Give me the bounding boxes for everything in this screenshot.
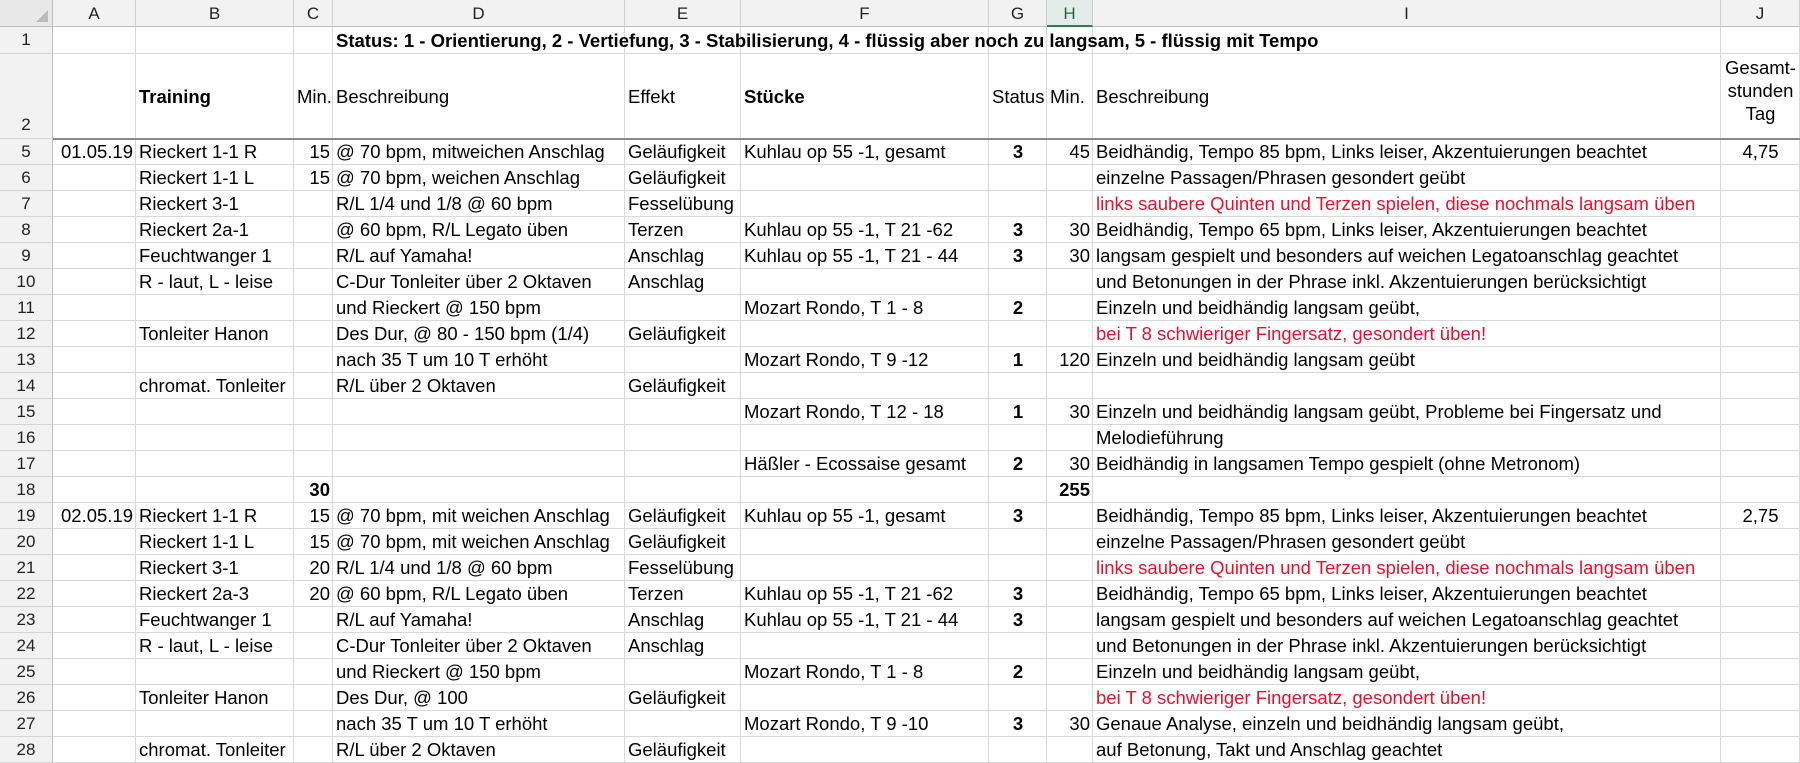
row-header-28[interactable]: 28 xyxy=(0,737,53,763)
cell-f[interactable]: Mozart Rondo, T 1 - 8 xyxy=(744,297,924,318)
cell-e[interactable]: Anschlag xyxy=(628,635,705,656)
cell-c[interactable]: 20 xyxy=(309,557,330,578)
cell-i[interactable]: Einzeln und beidhändig langsam geübt xyxy=(1096,349,1415,370)
column-header-i[interactable]: I xyxy=(1093,0,1721,27)
column-header-h[interactable]: H xyxy=(1047,0,1093,27)
cell-d[interactable]: @ 70 bpm, mit weichen Anschlag xyxy=(336,531,610,552)
cell-i[interactable]: Einzeln und beidhändig langsam geübt, xyxy=(1096,661,1420,682)
cell-i[interactable]: einzelne Passagen/Phrasen gesondert geübt xyxy=(1096,531,1466,552)
row-header-14[interactable]: 14 xyxy=(0,373,53,399)
cell-i[interactable]: Beidhändig, Tempo 65 bpm, Links leiser, Akzentuierungen beachtet xyxy=(1096,219,1647,240)
cell-i[interactable]: langsam gespielt und besonders auf weichen Legatoanschlag geachtet xyxy=(1096,609,1679,630)
cell-b[interactable]: Tonleiter Hanon xyxy=(139,323,269,344)
row-header-17[interactable]: 17 xyxy=(0,451,53,477)
cell-d[interactable]: R/L über 2 Oktaven xyxy=(336,739,496,760)
cell-d[interactable]: R/L auf Yamaha! xyxy=(336,245,473,266)
column-header-j[interactable]: J xyxy=(1721,0,1800,27)
cell-i[interactable]: Beidhändig in langsamen Tempo gespielt (ohne Metronom) xyxy=(1096,453,1581,474)
cell-h[interactable]: 30 xyxy=(1069,401,1090,422)
cell-g[interactable]: 3 xyxy=(1012,713,1024,734)
cell-f[interactable]: Mozart Rondo, T 9 -12 xyxy=(744,349,929,370)
row-header-16[interactable]: 16 xyxy=(0,425,53,451)
header-training[interactable]: Training xyxy=(139,86,211,107)
row-header-12[interactable]: 12 xyxy=(0,321,53,347)
cell-i[interactable]: Beidhändig, Tempo 65 bpm, Links leiser, Akzentuierungen beachtet xyxy=(1096,583,1647,604)
cell-d[interactable]: R/L auf Yamaha! xyxy=(336,609,473,630)
cell-g[interactable]: 3 xyxy=(1012,609,1024,630)
cell-f[interactable]: Kuhlau op 55 -1, T 21 - 44 xyxy=(744,609,959,630)
row-header-19[interactable]: 19 xyxy=(0,503,53,529)
cell-i[interactable]: bei T 8 schwieriger Fingersatz, gesondert üben! xyxy=(1096,323,1487,344)
cell-e[interactable]: Terzen xyxy=(628,583,684,604)
select-all-corner[interactable] xyxy=(0,0,53,27)
cell-d[interactable]: und Rieckert @ 150 bpm xyxy=(336,297,541,318)
cell-i[interactable]: Melodieführung xyxy=(1096,427,1224,448)
cell-f[interactable]: Kuhlau op 55 -1, T 21 - 44 xyxy=(744,245,959,266)
cell-g[interactable]: 3 xyxy=(1012,245,1024,266)
cell-d[interactable]: Des Dur, @ 100 xyxy=(336,687,468,708)
header-beschreibung-i[interactable]: Beschreibung xyxy=(1096,86,1210,107)
row-header-15[interactable]: 15 xyxy=(0,399,53,425)
cell-e[interactable]: Geläufigkeit xyxy=(628,739,726,760)
cell-e[interactable]: Anschlag xyxy=(628,271,705,292)
cell-i[interactable]: Beidhändig, Tempo 85 bpm, Links leiser, Akzentuierungen beachtet xyxy=(1096,505,1647,526)
cell-i[interactable]: langsam gespielt und besonders auf weichen Legatoanschlag geachtet xyxy=(1096,245,1679,266)
cell-b[interactable]: Feuchtwanger 1 xyxy=(139,609,272,630)
cell-g[interactable]: 2 xyxy=(1012,453,1024,474)
cell-e[interactable]: Geläufigkeit xyxy=(628,323,726,344)
cell-f[interactable]: Häßler - Ecossaise gesamt xyxy=(744,453,967,474)
cell-i[interactable]: bei T 8 schwieriger Fingersatz, gesondert üben! xyxy=(1096,687,1487,708)
cell-d[interactable]: C-Dur Tonleiter über 2 Oktaven xyxy=(336,635,592,656)
cell-b[interactable]: chromat. Tonleiter xyxy=(139,739,286,760)
cell-i[interactable]: auf Betonung, Takt und Anschlag geachtet xyxy=(1096,739,1443,760)
cell-f[interactable]: Mozart Rondo, T 9 -10 xyxy=(744,713,929,734)
row-header-22[interactable]: 22 xyxy=(0,581,53,607)
row-header-9[interactable]: 9 xyxy=(0,243,53,269)
cell-f[interactable]: Kuhlau op 55 -1, T 21 -62 xyxy=(744,583,954,604)
column-header-e[interactable]: E xyxy=(625,0,741,27)
row-header-1[interactable]: 1 xyxy=(0,27,53,54)
cell-b[interactable]: Rieckert 2a-3 xyxy=(139,583,250,604)
column-header-f[interactable]: F xyxy=(741,0,989,27)
cell-b[interactable]: Rieckert 1-1 L xyxy=(139,531,255,552)
cell-e[interactable]: Terzen xyxy=(628,219,684,240)
status-legend-title[interactable]: Status: 1 - Orientierung, 2 - Vertiefung, 3 - Stabilisierung, 4 - flüssig aber noch zu langsam, 5 - flüssig mit Tempo xyxy=(336,30,1319,51)
header-effekt[interactable]: Effekt xyxy=(628,86,675,107)
row-header-18[interactable]: 18 xyxy=(0,477,53,503)
row-header-21[interactable]: 21 xyxy=(0,555,53,581)
row-header-10[interactable]: 10 xyxy=(0,269,53,295)
cell-j[interactable]: 4,75 xyxy=(1742,141,1779,162)
cell-f[interactable]: Mozart Rondo, T 1 - 8 xyxy=(744,661,924,682)
row-header-20[interactable]: 20 xyxy=(0,529,53,555)
cell-g[interactable]: 3 xyxy=(1012,505,1024,526)
cell-d[interactable]: @ 60 bpm, R/L Legato üben xyxy=(336,583,569,604)
cell-e[interactable]: Fesselübung xyxy=(628,557,734,578)
row-header-27[interactable]: 27 xyxy=(0,711,53,737)
cell-f[interactable]: Kuhlau op 55 -1, T 21 -62 xyxy=(744,219,954,240)
cell-i[interactable]: Beidhändig, Tempo 85 bpm, Links leiser, Akzentuierungen beachtet xyxy=(1096,141,1647,162)
cell-e[interactable]: Anschlag xyxy=(628,245,705,266)
cell-g[interactable]: 1 xyxy=(1012,349,1024,370)
cell-b[interactable]: Tonleiter Hanon xyxy=(139,687,269,708)
cell-b[interactable]: Rieckert 1-1 R xyxy=(139,141,258,162)
cell-i[interactable]: und Betonungen in der Phrase inkl. Akzentuierungen berücksichtigt xyxy=(1096,635,1647,656)
select-all-icon xyxy=(36,10,48,22)
cell-b[interactable]: Rieckert 2a-1 xyxy=(139,219,250,240)
cell-b[interactable]: Rieckert 3-1 xyxy=(139,557,239,578)
cell-e[interactable]: Fesselübung xyxy=(628,193,734,214)
cell-h[interactable]: 30 xyxy=(1069,245,1090,266)
column-header-c[interactable]: C xyxy=(294,0,333,27)
cell-d[interactable]: nach 35 T um 10 T erhöht xyxy=(336,349,548,370)
header-min-c[interactable]: Min. xyxy=(297,86,332,107)
cell-c[interactable]: 20 xyxy=(309,583,330,604)
cell-b[interactable]: R - laut, L - leise xyxy=(139,635,273,656)
cell-b[interactable]: R - laut, L - leise xyxy=(139,271,273,292)
cell-g[interactable]: 1 xyxy=(1012,401,1024,422)
row-header-13[interactable]: 13 xyxy=(0,347,53,373)
cell-c[interactable]: 15 xyxy=(309,505,330,526)
cell-d[interactable]: R/L 1/4 und 1/8 @ 60 bpm xyxy=(336,193,553,214)
cell-e[interactable]: Geläufigkeit xyxy=(628,141,726,162)
cell-i[interactable]: und Betonungen in der Phrase inkl. Akzentuierungen berücksichtigt xyxy=(1096,271,1647,292)
cell-d[interactable]: @ 70 bpm, weichen Anschlag xyxy=(336,167,581,188)
cell-h[interactable]: 30 xyxy=(1069,219,1090,240)
cell-h[interactable]: 255 xyxy=(1059,479,1090,500)
cell-d[interactable]: @ 70 bpm, mit weichen Anschlag xyxy=(336,505,610,526)
header-status[interactable]: Status xyxy=(992,86,1045,107)
header-beschreibung-d[interactable]: Beschreibung xyxy=(336,86,450,107)
row-header-23[interactable]: 23 xyxy=(0,607,53,633)
cell-e[interactable]: Anschlag xyxy=(628,609,705,630)
cell-b[interactable]: chromat. Tonleiter xyxy=(139,375,286,396)
row-header-2[interactable]: 2 xyxy=(0,54,53,139)
cell-e[interactable]: Geläufigkeit xyxy=(628,531,726,552)
cell-d[interactable]: @ 70 bpm, mitweichen Anschlag xyxy=(336,141,605,162)
cell-f[interactable]: Kuhlau op 55 -1, gesamt xyxy=(744,141,946,162)
cell-g[interactable]: 3 xyxy=(1012,219,1024,240)
cell-g[interactable]: 3 xyxy=(1012,141,1024,162)
cell-b[interactable]: Feuchtwanger 1 xyxy=(139,245,272,266)
row-header-25[interactable]: 25 xyxy=(0,659,53,685)
cell-i[interactable]: Genaue Analyse, einzeln und beidhändig langsam geübt, xyxy=(1096,713,1564,734)
cell-h[interactable]: 30 xyxy=(1069,453,1090,474)
row-header-5[interactable]: 5 xyxy=(0,139,53,165)
cell-f[interactable]: Kuhlau op 55 -1, gesamt xyxy=(744,505,946,526)
cell-d[interactable]: C-Dur Tonleiter über 2 Oktaven xyxy=(336,271,592,292)
cell-e[interactable]: Geläufigkeit xyxy=(628,375,726,396)
column-header-b[interactable]: B xyxy=(136,0,294,27)
row-header-24[interactable]: 24 xyxy=(0,633,53,659)
cell-i[interactable]: Einzeln und beidhändig langsam geübt, xyxy=(1096,297,1420,318)
cell-i[interactable]: links saubere Quinten und Terzen spielen, diese nochmals langsam üben xyxy=(1096,557,1696,578)
header-gesamtstunden-tag[interactable]: Gesamt-stunden Tag xyxy=(1725,57,1796,124)
cell-d[interactable]: R/L 1/4 und 1/8 @ 60 bpm xyxy=(336,557,553,578)
cell-h[interactable]: 30 xyxy=(1069,713,1090,734)
cell-d[interactable]: @ 60 bpm, R/L Legato üben xyxy=(336,219,569,240)
cell-d[interactable]: Des Dur, @ 80 - 150 bpm (1/4) xyxy=(336,323,590,344)
cell-g[interactable]: 2 xyxy=(1012,661,1024,682)
cell-c[interactable]: 15 xyxy=(309,531,330,552)
column-header-a[interactable]: A xyxy=(53,0,136,27)
cell-b[interactable]: Rieckert 3-1 xyxy=(139,193,239,214)
cell-i[interactable]: einzelne Passagen/Phrasen gesondert geübt xyxy=(1096,167,1466,188)
cell-e[interactable]: Geläufigkeit xyxy=(628,505,726,526)
cell-a[interactable]: 01.05.19 xyxy=(60,141,133,162)
cell-d[interactable]: und Rieckert @ 150 bpm xyxy=(336,661,541,682)
cell-b[interactable]: Rieckert 1-1 L xyxy=(139,167,255,188)
cell-e[interactable]: Geläufigkeit xyxy=(628,687,726,708)
cell-b[interactable]: Rieckert 1-1 R xyxy=(139,505,258,526)
row-header-6[interactable]: 6 xyxy=(0,165,53,191)
column-header-d[interactable]: D xyxy=(333,0,625,27)
header-stuecke[interactable]: Stücke xyxy=(744,86,805,107)
row-header-11[interactable]: 11 xyxy=(0,295,53,321)
cell-h[interactable]: 120 xyxy=(1059,349,1090,370)
cell-a[interactable]: 02.05.19 xyxy=(60,505,133,526)
row-header-26[interactable]: 26 xyxy=(0,685,53,711)
cell-f[interactable]: Mozart Rondo, T 12 - 18 xyxy=(744,401,944,422)
cell-i[interactable]: Einzeln und beidhändig langsam geübt, Probleme bei Fingersatz und xyxy=(1096,401,1662,422)
cell-c[interactable]: 15 xyxy=(309,167,330,188)
cell-g[interactable]: 3 xyxy=(1012,583,1024,604)
cell-h[interactable]: 45 xyxy=(1069,141,1090,162)
row-header-7[interactable]: 7 xyxy=(0,191,53,217)
column-header-g[interactable]: G xyxy=(989,0,1047,27)
cell-g[interactable]: 2 xyxy=(1012,297,1024,318)
cell-d[interactable]: R/L über 2 Oktaven xyxy=(336,375,496,396)
cell-i[interactable]: links saubere Quinten und Terzen spielen, diese nochmals langsam üben xyxy=(1096,193,1696,214)
cell-j[interactable]: 2,75 xyxy=(1742,505,1779,526)
header-min-h[interactable]: Min. xyxy=(1050,86,1085,107)
cell-c[interactable]: 30 xyxy=(309,479,330,500)
cell-d[interactable]: nach 35 T um 10 T erhöht xyxy=(336,713,548,734)
cell-c[interactable]: 15 xyxy=(309,141,330,162)
cell-e[interactable]: Geläufigkeit xyxy=(628,167,726,188)
row-header-8[interactable]: 8 xyxy=(0,217,53,243)
